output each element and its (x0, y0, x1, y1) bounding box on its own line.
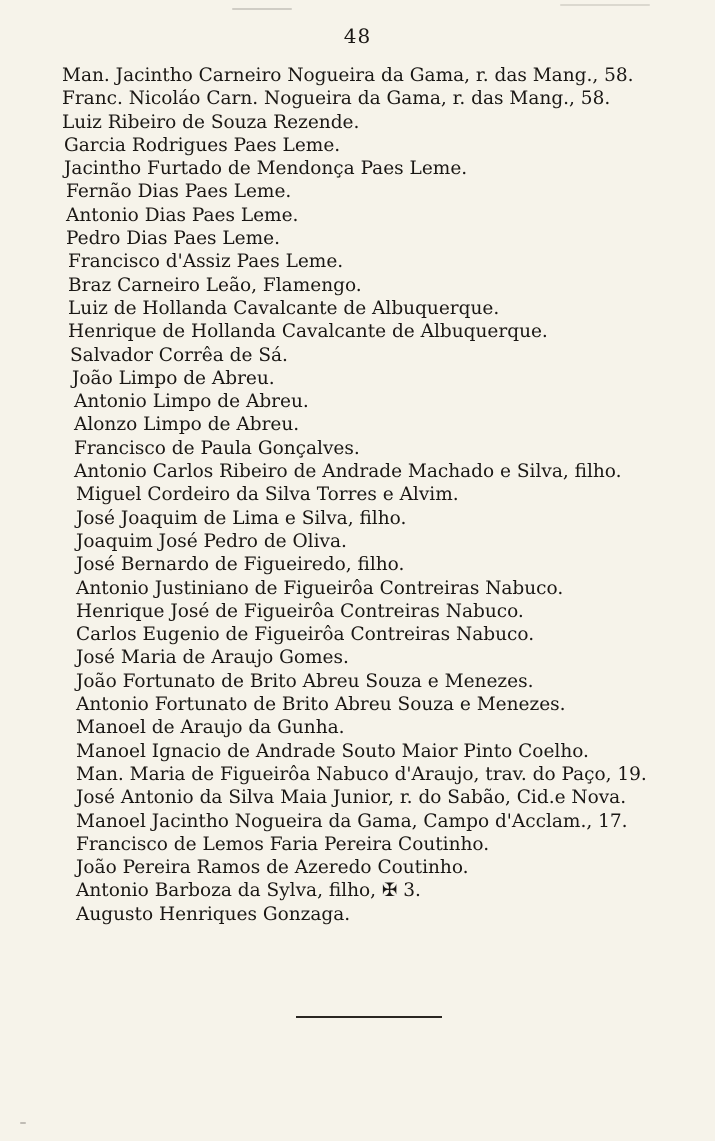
list-item: Joaquim José Pedro de Oliva. (76, 530, 347, 552)
list-item: Antonio Limpo de Abreu. (74, 391, 309, 413)
list-item: Henrique de Hollanda Cavalcante de Albuquerque. (68, 321, 548, 343)
list-item: Garcia Rodrigues Paes Leme. (64, 134, 341, 156)
list-item: Manoel Ignacio de Andrade Souto Maior Pinto Coelho. (76, 740, 589, 762)
list-item: José Joaquim de Lima e Silva, filho. (76, 507, 407, 529)
list-item: Antonio Fortunato de Brito Abreu Souza e Menezes. (76, 694, 566, 716)
list-item: João Limpo de Abreu. (72, 367, 275, 389)
list-item: Carlos Eugenio de Figueirôa Contreiras Nabuco. (76, 624, 535, 646)
list-item: Alonzo Limpo de Abreu. (74, 414, 300, 436)
list-item: Francisco de Lemos Faria Pereira Coutinho. (76, 833, 490, 855)
list-item: José Antonio da Silva Maia Junior, r. do Sabão, Cid.e Nova. (76, 787, 627, 809)
list-item: Luiz Ribeiro de Souza Rezende. (62, 111, 360, 133)
list-item: João Pereira Ramos de Azeredo Coutinho. (76, 857, 469, 879)
closing-rule (296, 1016, 442, 1018)
list-item: João Fortunato de Brito Abreu Souza e Menezes. (76, 670, 534, 692)
list-item: José Maria de Araujo Gomes. (76, 647, 349, 669)
page-number: 48 (343, 24, 372, 48)
list-item: Pedro Dias Paes Leme. (66, 228, 280, 250)
list-item: Jacintho Furtado de Mendonça Paes Leme. (64, 158, 468, 180)
list-item: José Bernardo de Figueiredo, filho. (76, 554, 405, 576)
print-smudge (232, 8, 292, 10)
list-item: Miguel Cordeiro da Silva Torres e Alvim. (76, 484, 459, 506)
list-item: Fernão Dias Paes Leme. (66, 181, 292, 203)
list-item: Antonio Barboza da Sylva, filho, ✠ 3. (76, 880, 421, 902)
list-item: Antonio Carlos Ribeiro de Andrade Machado e Silva, filho. (74, 461, 622, 483)
list-item: Man. Jacintho Carneiro Nogueira da Gama, r. das Mang., 58. (62, 65, 634, 86)
list-item: Man. Maria de Figueirôa Nabuco d'Araujo, trav. do Paço, 19. (76, 763, 647, 785)
print-smudge (20, 1122, 26, 1124)
list-item: Francisco de Paula Gonçalves. (74, 437, 360, 459)
list-item: Braz Carneiro Leão, Flamengo. (68, 274, 362, 296)
list-item: Salvador Corrêa de Sá. (70, 344, 288, 366)
list-item: Francisco d'Assiz Paes Leme. (68, 251, 344, 273)
list-item: Antonio Dias Paes Leme. (66, 204, 299, 226)
list-item: Franc. Nicoláo Carn. Nogueira da Gama, r. das Mang., 58. (62, 88, 611, 110)
list-item: Luiz de Hollanda Cavalcante de Albuquerque. (68, 297, 500, 319)
print-smudge (560, 4, 650, 6)
list-item: Manoel Jacintho Nogueira da Gama, Campo d'Acclam., 17. (76, 810, 628, 832)
list-item: Augusto Henriques Gonzaga. (76, 903, 351, 925)
list-item: Manoel de Araujo da Gunha. (76, 717, 345, 739)
name-list (62, 64, 672, 926)
list-item: Henrique José de Figueirôa Contreiras Nabuco. (76, 600, 524, 622)
list-item: Antonio Justiniano de Figueirôa Contreiras Nabuco. (76, 577, 564, 599)
